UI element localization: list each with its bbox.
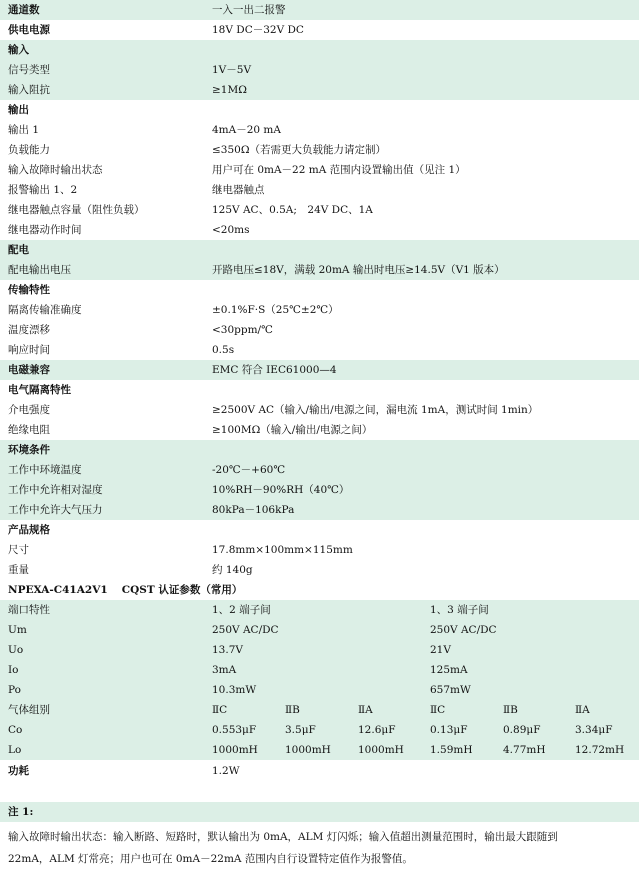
param-cell: 0.89μF	[503, 724, 541, 736]
spec-value: 1V－5V	[212, 64, 252, 76]
param-cell: 1000mH	[212, 744, 258, 756]
spec-row	[0, 280, 639, 300]
spec-row	[0, 420, 639, 440]
spec-row	[0, 140, 639, 160]
spec-label: 尺寸	[8, 544, 29, 556]
spec-row	[0, 200, 639, 220]
spec-label: 电气隔离特性	[8, 384, 71, 396]
spec-label: Uo	[8, 644, 24, 656]
spec-label: 产品规格	[8, 524, 50, 536]
param-row	[0, 640, 639, 660]
spec-value: 继电器触点	[212, 184, 265, 196]
spec-label: 工作中允许相对湿度	[8, 484, 103, 496]
spec-row	[0, 240, 639, 260]
param-cell: ⅡC	[212, 704, 228, 716]
param-cell: 12.6μF	[358, 724, 396, 736]
param-a: 10.3mW	[212, 684, 257, 696]
param-cell: 3.34μF	[575, 724, 613, 736]
spec-value: ≥2500V AC（输入/输出/电源之间，漏电流 1mA，测试时间 1min）	[212, 404, 539, 416]
spec-value: ≤350Ω（若需更大负载能力请定制）	[212, 144, 387, 156]
spec-label: 输入阻抗	[8, 84, 50, 96]
param-cell: 4.77mH	[503, 744, 546, 756]
spec-label: 工作中环境温度	[8, 464, 82, 476]
param-cell: 0.553μF	[212, 724, 257, 736]
param-cell: ⅡA	[575, 704, 590, 716]
spec-label: 信号类型	[8, 64, 50, 76]
port-b: 1、3 端子间	[430, 604, 489, 616]
spec-label: Co	[8, 724, 23, 736]
cqst-heading-row	[0, 580, 639, 600]
param-cell: ⅡC	[430, 704, 446, 716]
spec-label: 介电强度	[8, 404, 50, 416]
spec-value: <30ppm/℃	[212, 324, 273, 336]
spec-label: 通道数	[8, 4, 40, 16]
param-row	[0, 680, 639, 700]
cqst-heading: NPEXA-C41A2V1 CQST 认证参数（常用）	[8, 584, 243, 596]
spec-label: 端口特性	[8, 604, 50, 616]
spec-label: 响应时间	[8, 344, 50, 356]
param-cell: 12.72mH	[575, 744, 625, 756]
param-row	[0, 660, 639, 680]
spec-label: 气体组别	[8, 704, 50, 716]
spec-row	[0, 540, 639, 560]
spec-label: 输出	[8, 104, 29, 116]
param-a: 13.7V	[212, 644, 243, 656]
param-b: 250V AC/DC	[430, 624, 497, 636]
note-line-1: 输入故障时输出状态：输入断路、短路时，默认输出为 0mA，ALM 灯闪烁；输入值超出测量范围时，输出最大跟随到	[8, 831, 558, 843]
spec-row	[0, 180, 639, 200]
spec-row	[0, 260, 639, 280]
spec-label: 传输特性	[8, 284, 50, 296]
spec-row	[0, 520, 639, 540]
spec-value: ≥100MΩ（输入/输出/电源之间）	[212, 424, 373, 436]
spec-row	[0, 460, 639, 480]
spec-label: Lo	[8, 744, 22, 756]
spec-row	[0, 20, 639, 40]
spec-value: 开路电压≤18V，满载 20mA 输出时电压≥14.5V（V1 版本）	[212, 264, 505, 276]
note-body	[0, 822, 639, 870]
param-cell: 1.59mH	[430, 744, 473, 756]
spec-row	[0, 500, 639, 520]
co-row	[0, 720, 639, 740]
spec-label: 输入故障时输出状态	[8, 164, 103, 176]
param-cell: ⅡA	[358, 704, 373, 716]
spec-value: 一入一出二报警	[212, 4, 286, 16]
spec-row	[0, 220, 639, 240]
spec-value: 约 140g	[212, 564, 253, 576]
spec-value: 10%RH－90%RH（40℃）	[212, 484, 350, 496]
spec-value: <20ms	[212, 224, 250, 236]
spec-row	[0, 480, 639, 500]
spec-label: 配电	[8, 244, 29, 256]
spec-row	[0, 160, 639, 180]
lo-row	[0, 740, 639, 760]
param-a: 250V AC/DC	[212, 624, 279, 636]
spec-row	[0, 80, 639, 100]
spec-row	[0, 320, 639, 340]
spec-row	[0, 440, 639, 460]
spec-value: ±0.1%F·S（25℃±2℃）	[212, 304, 339, 316]
note-line-2: 22mA，ALM 灯常亮；用户也可在 0mA－22mA 范围内自行设置特定值作为报警值。	[8, 853, 413, 865]
spec-label: 重量	[8, 564, 29, 576]
spec-row	[0, 40, 639, 60]
spec-value: 17.8mm×100mm×115mm	[212, 544, 353, 556]
param-cell: 0.13μF	[430, 724, 468, 736]
spec-label: 输出 1	[8, 124, 40, 136]
spec-value: 18V DC－32V DC	[212, 24, 304, 36]
port-row	[0, 600, 639, 620]
spec-row	[0, 340, 639, 360]
spec-row	[0, 400, 639, 420]
spec-label: 隔离传输准确度	[8, 304, 82, 316]
spec-value: 125V AC、0.5A; 24V DC、1A	[212, 204, 373, 216]
spec-value: 用户可在 0mA－22 mA 范围内设置输出值（见注 1）	[212, 164, 466, 176]
note-title-bar	[0, 802, 639, 822]
param-cell: 1000mH	[358, 744, 404, 756]
spec-row	[0, 300, 639, 320]
param-row	[0, 620, 639, 640]
spec-value: ≥1MΩ	[212, 84, 247, 96]
note-title: 注 1:	[8, 806, 34, 818]
spec-label: Io	[8, 664, 19, 676]
spec-value: 1.2W	[212, 765, 240, 777]
param-b: 125mA	[430, 664, 468, 676]
spec-label: 配电输出电压	[8, 264, 71, 276]
spec-label: 温度漂移	[8, 324, 50, 336]
note-section	[0, 802, 639, 870]
spec-row	[0, 380, 639, 400]
spec-label: 工作中允许大气压力	[8, 504, 103, 516]
param-b: 657mW	[430, 684, 471, 696]
spec-row	[0, 560, 639, 580]
power-row	[0, 760, 639, 782]
gas-row	[0, 700, 639, 720]
spec-label: Po	[8, 684, 21, 696]
spec-label: 绝缘电阻	[8, 424, 50, 436]
spec-row	[0, 360, 639, 380]
spec-value: 80kPa－106kPa	[212, 504, 295, 516]
spec-value: -20℃－+60℃	[212, 464, 286, 476]
port-a: 1、2 端子间	[212, 604, 271, 616]
spec-value: 0.5s	[212, 344, 235, 356]
param-cell: 1000mH	[285, 744, 331, 756]
spec-label: 环境条件	[8, 444, 50, 456]
param-cell: ⅡB	[285, 704, 300, 716]
param-b: 21V	[430, 644, 451, 656]
spec-label: 输入	[8, 44, 29, 56]
spec-row	[0, 60, 639, 80]
spec-row	[0, 120, 639, 140]
param-cell: ⅡB	[503, 704, 518, 716]
spec-label: 功耗	[8, 765, 29, 777]
spec-label: 继电器动作时间	[8, 224, 82, 236]
spec-value: 4mA－20 mA	[212, 124, 281, 136]
param-cell: 3.5μF	[285, 724, 316, 736]
spec-label: Um	[8, 624, 27, 636]
spec-value: EMC 符合 IEC61000—4	[212, 364, 337, 376]
spec-label: 供电电源	[8, 24, 50, 36]
spec-label: 报警输出 1、2	[8, 184, 78, 196]
spec-label: 电磁兼容	[8, 364, 50, 376]
param-a: 3mA	[212, 664, 237, 676]
spec-row	[0, 0, 639, 20]
spec-label: 继电器触点容量（阻性负载）	[8, 204, 145, 216]
spec-row	[0, 100, 639, 120]
spec-label: 负载能力	[8, 144, 50, 156]
